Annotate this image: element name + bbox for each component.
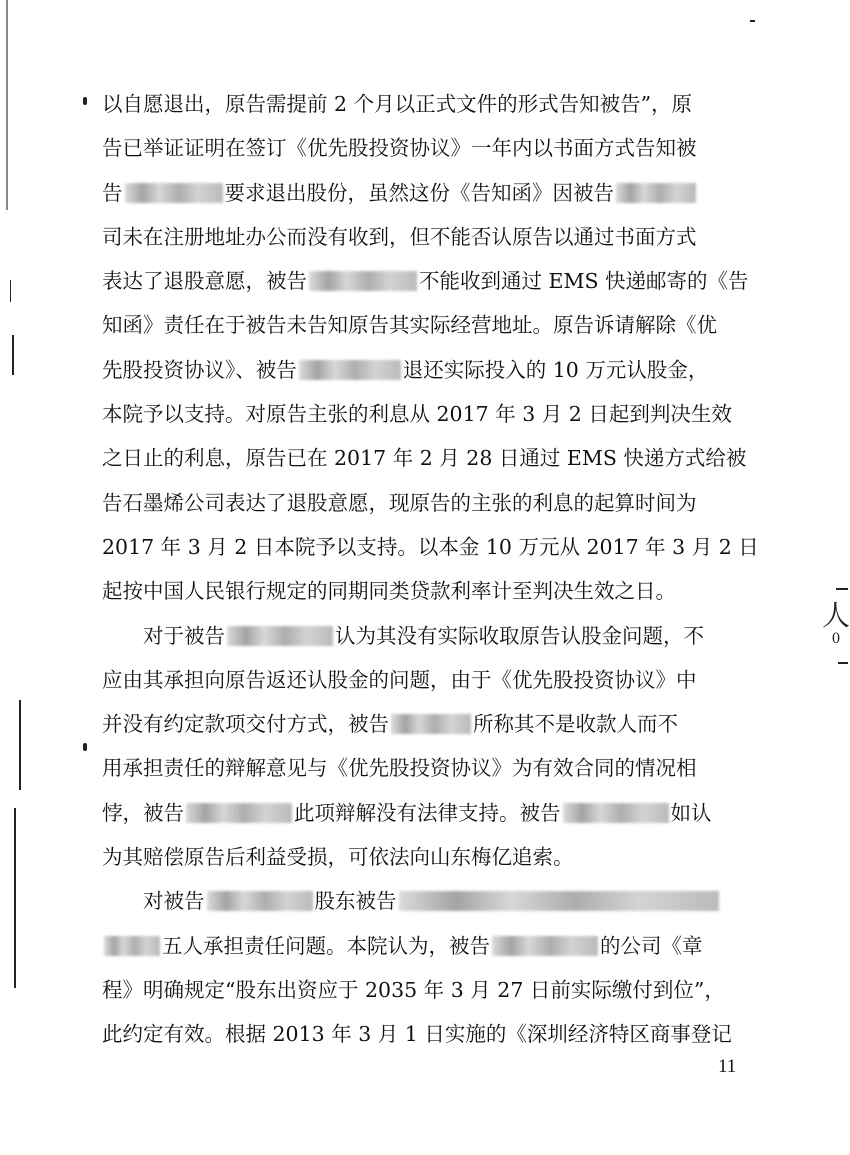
margin-dot <box>83 97 87 105</box>
binding-mark <box>836 588 848 590</box>
redaction-blur <box>299 360 401 380</box>
text-segment: 的公司《章 <box>600 933 703 958</box>
binding-mark <box>19 700 21 790</box>
text-line <box>102 348 742 392</box>
text-segment: 起按中国人民银行规定的同期同类贷款利率计至判决生效之日。 <box>102 579 676 604</box>
text-line <box>102 924 742 968</box>
text-segment: 应由其承担向原告返还认股金的问题，由于《优先股投资协议》中 <box>102 667 697 692</box>
binding-mark <box>14 808 16 988</box>
text-segment: 司未在注册地址办公而没有收到，但不能否认原告以通过书面方式 <box>102 224 697 249</box>
text-segment: 表达了退股意愿，被告 <box>102 269 307 294</box>
text-line <box>102 968 742 1012</box>
text-segment: 告 <box>102 180 123 205</box>
redaction-blur <box>104 936 160 956</box>
text-segment: 为其赔偿原告后利益受损，可依法向山东梅亿追索。 <box>102 845 574 870</box>
text-segment: 程》明确规定“股东出资应于 2035 年 3 月 27 日前实际缴付到位”， <box>102 977 725 1002</box>
paragraph-first-line <box>102 879 742 923</box>
text-line <box>102 658 742 702</box>
text-segment: 以自愿退出，原告需提前 2 个月以正式文件的形式告知被告”，原 <box>102 92 693 116</box>
redaction-blur <box>616 183 696 203</box>
text-segment: 告已举证证明在签订《优先股投资协议》一年内以书面方式告知被 <box>102 136 697 161</box>
text-segment: 告石墨烯公司表达了退股意愿，现原告的主张的利息的起算时间为 <box>102 490 697 515</box>
text-line <box>102 569 742 613</box>
binding-mark <box>838 662 848 664</box>
text-segment: 悖，被告 <box>102 800 184 825</box>
binding-mark <box>12 335 14 375</box>
text-segment: 不能收到通过 EMS 快递邮寄的《告 <box>419 269 749 294</box>
redaction-blur <box>391 714 471 734</box>
text-segment: 要求退出股份，虽然这份《告知函》因被告 <box>224 180 614 205</box>
text-segment: 2017 年 3 月 2 日本院予以支持。以本金 10 万元从 2017 年 3 月 2 日 <box>102 534 759 559</box>
redaction-blur <box>186 803 292 823</box>
text-segment: 先股投资协议》、被告 <box>102 357 297 382</box>
text-line <box>102 436 747 480</box>
redaction-blur <box>227 626 333 646</box>
text-line <box>102 171 742 215</box>
page-number: 11 <box>718 1056 737 1077</box>
text-line <box>102 303 742 347</box>
text-segment: 股东被告 <box>314 889 397 914</box>
text-segment: 认为其没有实际收取原告认股金问题，不 <box>335 623 704 648</box>
text-line <box>102 702 742 746</box>
binding-mark <box>10 280 11 302</box>
margin-glyph: 人 <box>822 601 850 632</box>
text-line <box>102 215 742 259</box>
text-line <box>102 746 742 790</box>
paragraph-first-line <box>102 614 742 658</box>
text-line <box>102 1012 742 1056</box>
text-line <box>102 392 742 436</box>
redaction-blur <box>399 891 719 911</box>
text-line <box>102 791 742 835</box>
text-segment: 此项辩解没有法律支持。被告 <box>294 800 561 825</box>
text-segment: 之日止的利息，原告已在 2017 年 2 月 28 日通过 EMS 快递方式给被 <box>102 446 747 471</box>
text-segment: 五人承担责任问题。本院认为，被告 <box>162 933 490 958</box>
text-segment: 并没有约定款项交付方式，被告 <box>102 712 389 737</box>
margin-dot <box>83 743 87 751</box>
text-segment: 知函》责任在于被告未告知原告其实际经营地址。原告诉请解除《优 <box>102 313 717 338</box>
binding-mark <box>750 20 755 22</box>
text-segment: 对被告 <box>143 889 205 914</box>
text-segment: 此约定有效。根据 2013 年 3 月 1 日实施的《深圳经济特区商事登记 <box>102 1022 732 1047</box>
margin-glyph: 0 <box>832 630 840 647</box>
text-segment: 如认 <box>670 800 712 825</box>
text-segment: 本院予以支持。对原告主张的利息从 2017 年 3 月 2 日起到判决生效 <box>102 402 732 427</box>
text-line <box>102 525 759 569</box>
text-line <box>102 481 742 525</box>
text-line <box>102 82 742 126</box>
text-segment: 对于被告 <box>143 623 225 648</box>
text-line <box>102 835 742 879</box>
text-segment: 所称其不是收款人而不 <box>473 712 678 737</box>
document-body <box>102 82 759 1057</box>
binding-mark <box>6 0 8 210</box>
redaction-blur <box>125 183 223 203</box>
redaction-blur <box>563 803 669 823</box>
text-segment: 用承担责任的辩解意见与《优先股投资协议》为有效合同的情况相 <box>102 756 697 781</box>
redaction-blur <box>207 891 313 911</box>
text-line <box>102 259 749 303</box>
redaction-blur <box>492 936 598 956</box>
text-segment: 退还实际投入的 10 万元认股金， <box>402 357 709 382</box>
text-line <box>102 126 742 170</box>
redaction-blur <box>309 271 417 291</box>
